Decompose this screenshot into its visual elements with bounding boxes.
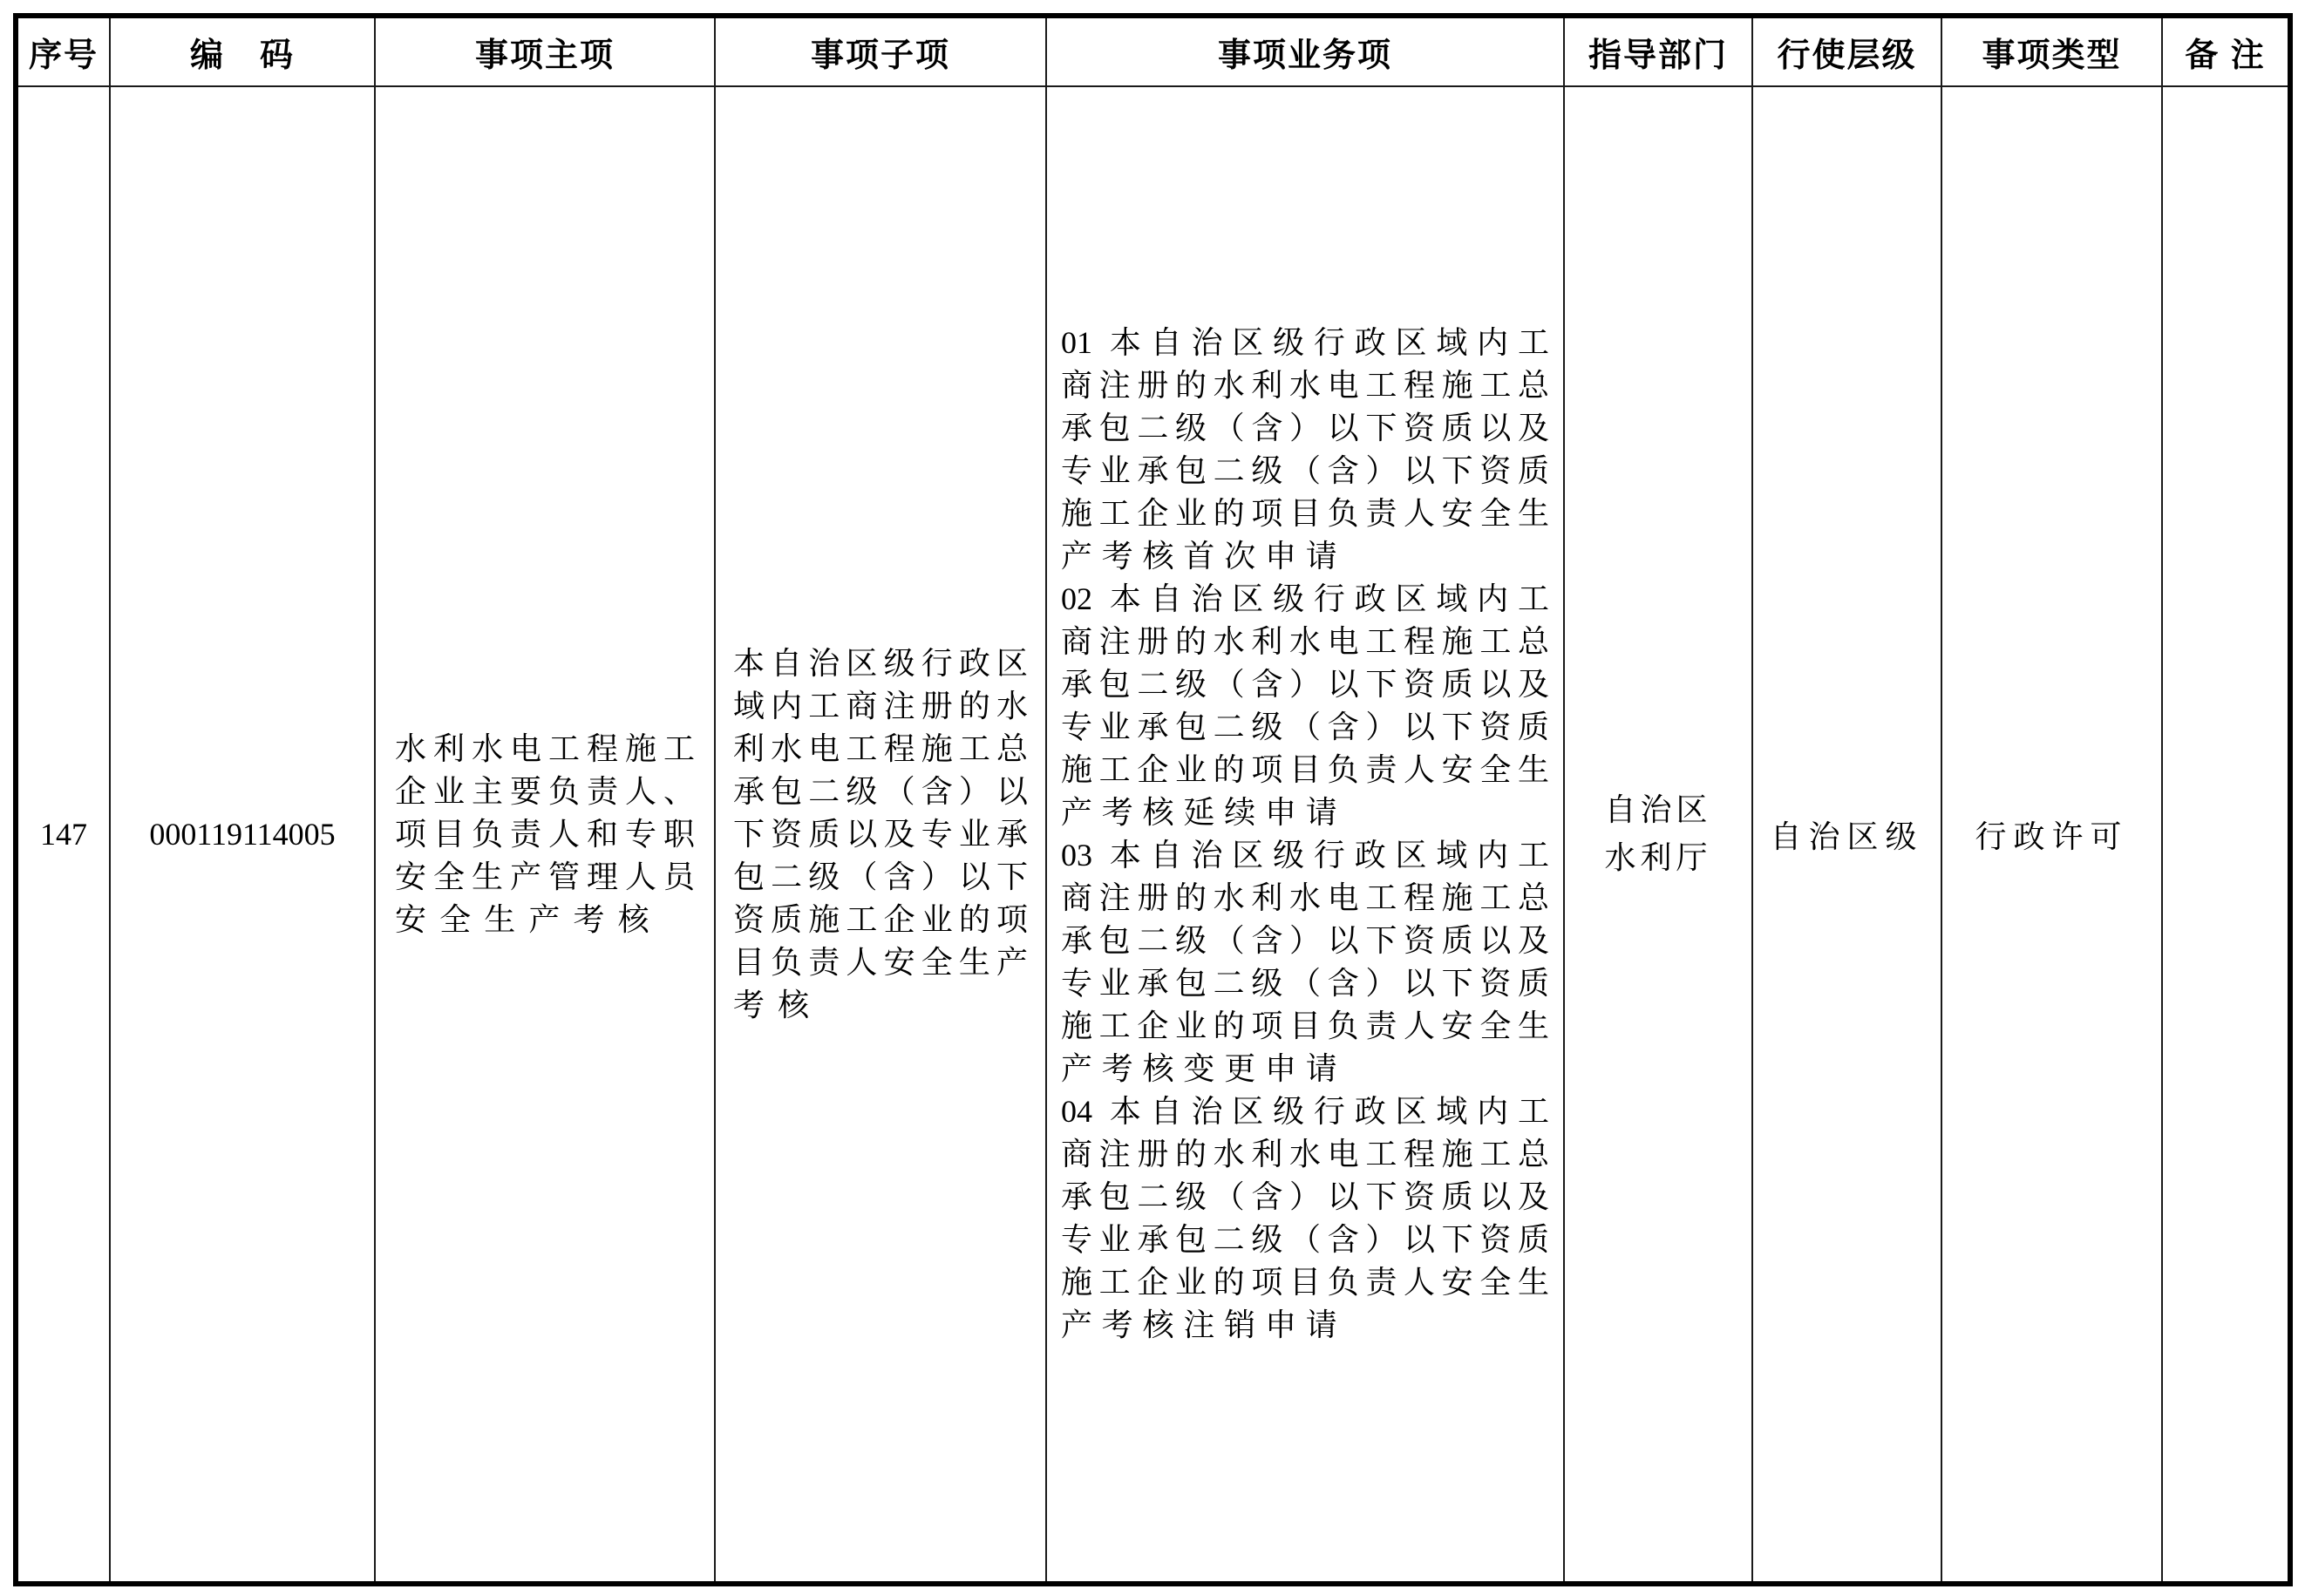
col-header-serial: 序号 [18, 18, 111, 85]
item-type-text: 行政许可 [1975, 818, 2129, 854]
item-code: 000119114005 [149, 817, 336, 852]
sub-item-text: 本自治区级行政区 域内工商注册的水 利水电工程施工总 承包二级（含）以 下资质以及专业承 包二级（含）以下 资质施工企业的项 目负责人安全生产 考核 [733, 645, 1028, 1022]
table-header-row [18, 18, 2288, 87]
cell-serial [18, 87, 111, 1581]
cell-main-item [376, 87, 716, 1581]
cell-business-items [1047, 87, 1565, 1581]
cell-sub-item [716, 87, 1047, 1581]
col-header-item-type: 事项类型 [1942, 18, 2163, 85]
col-header-exercise-level: 行使层级 [1753, 18, 1942, 85]
col-header-sub-item: 事项子项 [716, 18, 1047, 85]
col-header-guide-department: 指导部门 [1565, 18, 1753, 85]
cell-remark [2163, 87, 2288, 1581]
col-header-code: 编 码 [111, 18, 376, 85]
exercise-level-text: 自治区级 [1770, 818, 1924, 854]
business-items-text: 01 本自治区级行政区域内工 商注册的水利水电工程施工总 承包二级（含）以下资质以及 专业承包二级（含）以下资质 施工企业的项目负责人安全生 产考核首次申请 02 本自治区级行政区域内工 商注册的水利水电工程施工总 承包二级（含）以下资质以及 专业承包二级（含）以下资质 施工企业的项目负责人安全生 产考核延续申请 03 本自治区级行政区域内工 商注册的水利水电工程施工总 承包二级（含）以下资质以及 专业承包二级（含）以下资质 施工企业的项目负责人安全生 产考核变更申请 04 本自治区级行政区域内工 商注册的水利水电工程施工总 承包二级（含）以下资质以及 专业承包二级（含）以下资质 施工企业的项目负责人安全生 产考核注销申请 [1061, 325, 1549, 1342]
approval-items-table [13, 13, 2293, 1586]
main-item-text: 水利水电工程施工 企业主要负责人、 项目负责人和专职 安全生产管理人员 安全生产考核 [395, 730, 695, 937]
serial-number: 147 [40, 817, 87, 852]
col-header-main-item: 事项主项 [376, 18, 716, 85]
guide-department-text: 自治区 水利厅 [1604, 792, 1712, 875]
col-header-business-items: 事项业务项 [1047, 18, 1565, 85]
col-header-remark: 备 注 [2185, 37, 2266, 74]
cell-item-type [1942, 87, 2163, 1581]
cell-guide-department [1565, 87, 1753, 1581]
table-row [18, 87, 2288, 1581]
cell-code [111, 87, 376, 1581]
cell-exercise-level [1753, 87, 1942, 1581]
